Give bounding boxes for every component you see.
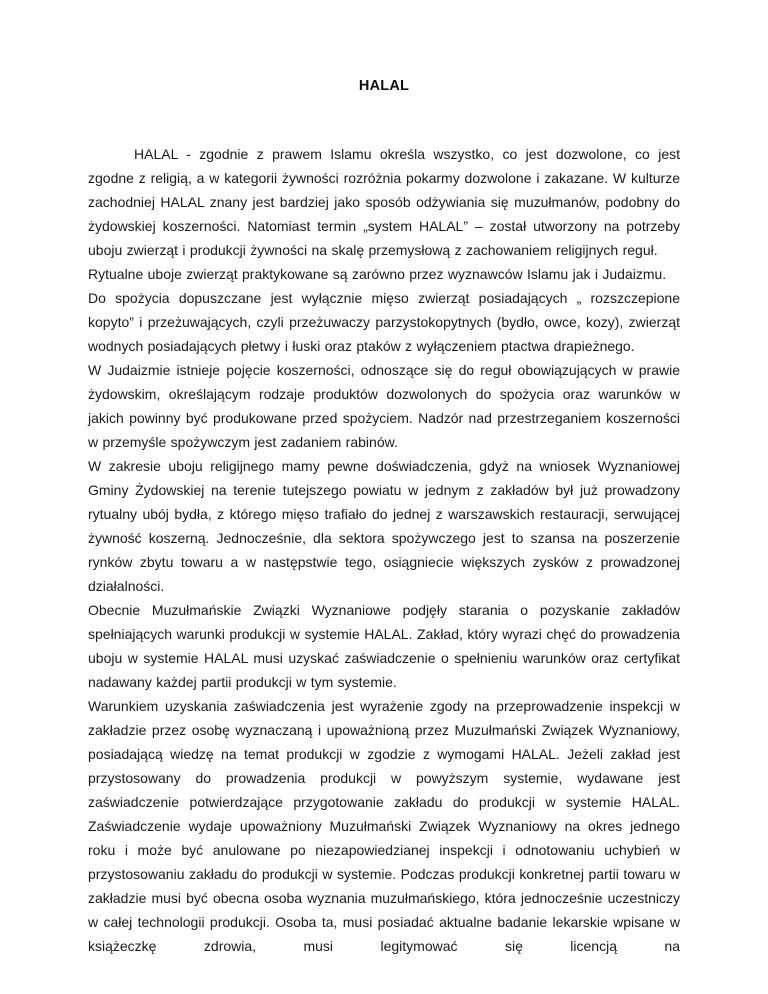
paragraph-kosher-rules: W Judaizmie istnieje pojęcie koszerności, odnoszące się do reguł obowiązujących w prawie żydowskim, określającym rodzaje produktów dozwolonych do spożycia oraz warunków w jakich powinny być produkowane przed spożyciem. Nadzór nad przestrzeganiem koszerności w przemyśle spożywczym jest zadaniem rabinów. <box>88 362 680 450</box>
paragraph-certification-requirements: Warunkiem uzyskania zaświadczenia jest wyrażenie zgody na przeprowadzenie inspekcji w zakładzie przez osobę wyznaczaną i upoważnioną przez Muzułmański Związek Wyznaniowy, posiadającą wiedzę na temat produkcji w zgodzie z wymogami HALAL. Jeżeli zakład jest przystosowany do prowadzenia produkcji w powyższym systemie, wydawane jest zaświadczenie potwierdzające przygotowanie zakładu do produkcji w systemie HALAL. Zaświadczenie wydaje upoważniony Muzułmański Związek Wyznaniowy na okres jednego roku i może być anulowane po niezapowiedzianej inspekcji i odnotowaniu uchybień w przystosowaniu zakładu do produkcji w systemie. Podczas produkcji konkretnej partii towaru w zakładzie musi być obecna osoba wyznania muzułmańskiego, która jednocześnie uczestniczy w całej technologii produkcji. Osoba ta, musi posiadać aktualne badanie lekarskie wpisane w książeczkę zdrowia, musi legitymować się licencją na <box>88 698 680 954</box>
paragraph-intro: HALAL - zgodnie z prawem Islamu określa wszystko, co jest dozwolone, co jest zgodne z religią, a w kategorii żywności rozróżnia pokarmy dozwolone i zakazane. W kulturze zachodniej HALAL znany jest bardziej jako sposób odżywiania się muzułmanów, podobny do żydowskiej koszerności. Natomiast termin „system HALAL” – został utworzony na potrzeby uboju zwierząt i produkcji żywności na skalę przemysłową z zachowaniem religijnych reguł. <box>88 146 680 258</box>
paragraph-ritual-slaughter: Rytualne uboje zwierząt praktykowane są zarówno przez wyznawców Islamu jak i Judaizmu. <box>88 266 667 282</box>
paragraph-permitted-meat: Do spożycia dopuszczane jest wyłącznie mięso zwierząt posiadających „ rozszczepione kopyto” i przeżuwających, czyli przeżuwaczy parzystokopytnych (bydło, owce, kozy), zwierząt wodnych posiadających płetwy i łuski oraz ptaków z wyłączeniem ptactwa drapieżnego. <box>88 290 680 354</box>
document-title: HALAL <box>358 78 410 94</box>
paragraph-local-experience: W zakresie uboju religijnego mamy pewne doświadczenia, gdyż na wniosek Wyznaniowej Gminy Żydowskiej na terenie tutejszego powiatu w jednym z zakładów był już prowadzony rytualny ubój bydła, z którego mięso trafiało do jednej z warszawskich restauracji, serwującej żywność koszerną. Jednocześnie, dla sektora spożywczego jest to szansa na poszerzenie rynków zbytu towaru a w następstwie tego, osiągniecie większych zysków z prowadzonej działalności. <box>88 458 680 594</box>
document-body <box>88 142 680 958</box>
paragraph-muslim-associations: Obecnie Muzułmańskie Związki Wyznaniowe podjęły starania o pozyskanie zakładów spełniających warunki produkcji w systemie HALAL. Zakład, który wyrazi chęć do prowadzenia uboju w systemie HALAL musi uzyskać zaświadczenie o spełnieniu warunków oraz certyfikat nadawany każdej partii produkcji w tym systemie. <box>88 602 680 690</box>
